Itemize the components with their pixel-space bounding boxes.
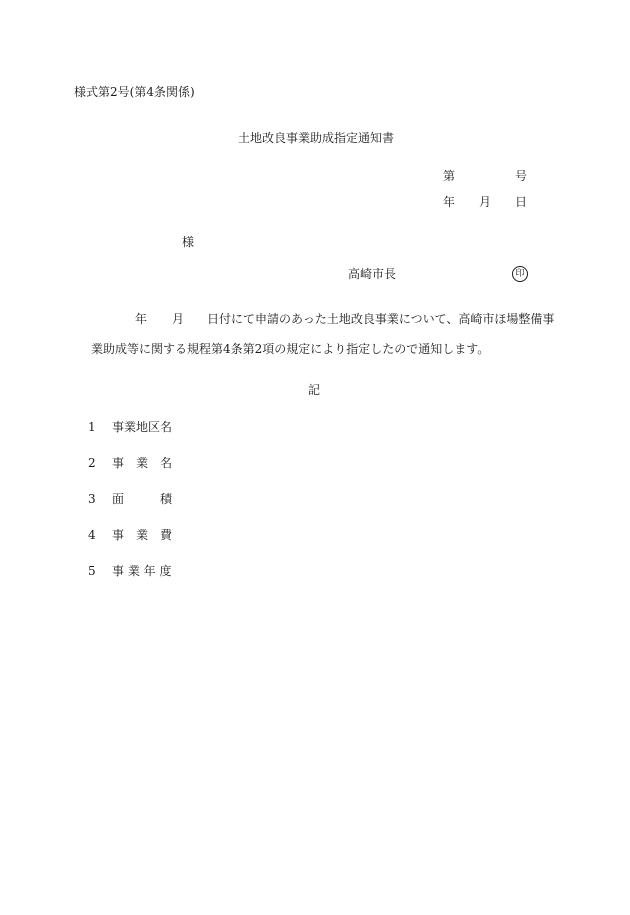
item-number-3: 3 [88,492,96,506]
item-number-2: 2 [88,456,96,470]
body-month: 月 [172,312,185,326]
date-year: 年 [443,195,456,209]
ki-heading: 記 [308,383,321,397]
item-label-4: 事 業 費 [112,528,173,542]
document-title: 土地改良事業助成指定通知書 [238,131,395,145]
date-day: 日 [515,195,528,209]
body-line1: 日付にて申請のあった土地改良事業について、高崎市ほ場整備事 [207,312,555,326]
document-number-go: 号 [515,169,528,183]
item-label-3: 面 積 [112,492,173,506]
date-month: 月 [479,195,492,209]
seal-mark [512,265,528,282]
sender-name: 高崎市長 [348,267,397,281]
body-year: 年 [135,312,148,326]
body-line2: 業助成等に関する規程第4条第2項の規定により指定したので通知します。 [91,342,490,356]
item-number-4: 4 [88,528,96,542]
form-number: 様式第2号(第4条関係) [74,85,195,99]
item-label-5: 事 業 年 度 [112,564,172,578]
item-number-5: 5 [88,564,96,578]
seal-icon: 印 [512,266,528,282]
item-label-1: 事業地区名 [112,420,173,434]
document-number-dai: 第 [443,169,456,183]
addressee-sama: 様 [182,235,195,249]
item-number-1: 1 [88,420,96,434]
item-label-2: 事 業 名 [112,456,173,470]
